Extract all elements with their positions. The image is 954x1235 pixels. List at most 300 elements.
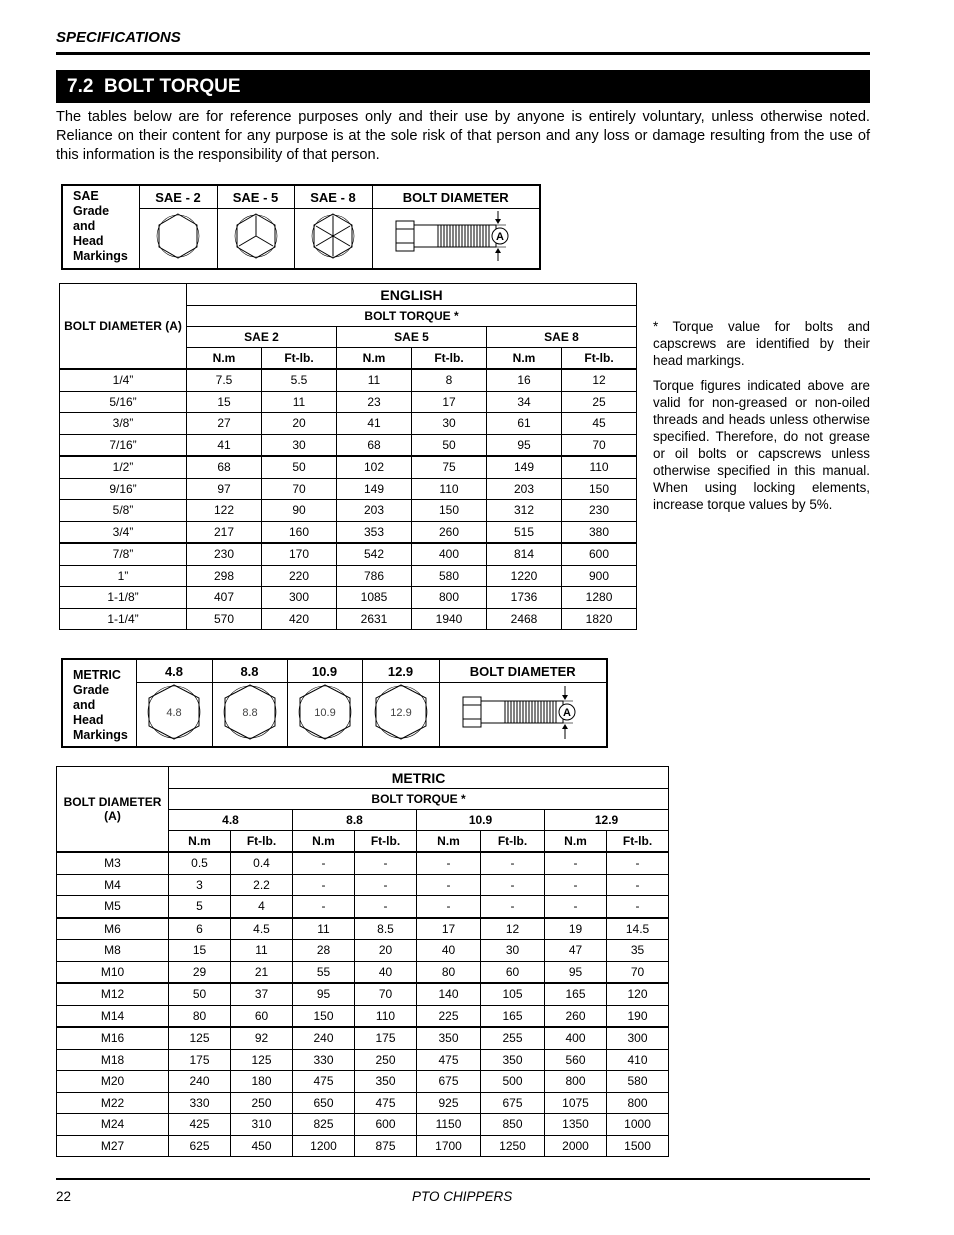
table-row <box>57 940 669 962</box>
torque-value-cell: 19 <box>545 918 607 940</box>
table-row <box>57 1071 669 1093</box>
torque-value-cell: 97 <box>187 478 262 500</box>
torque-value-cell: - <box>417 874 481 896</box>
torque-value-cell: 260 <box>545 1005 607 1027</box>
unit-heading: N.m <box>417 831 481 853</box>
torque-value-cell: 25 <box>562 391 637 413</box>
torque-value-cell: 2468 <box>487 608 562 630</box>
torque-value-cell: 675 <box>481 1092 545 1114</box>
torque-value-cell: 217 <box>187 521 262 543</box>
table-row <box>60 565 637 587</box>
metric-head-cell <box>212 683 287 748</box>
english-grade-heading: SAE 5 <box>337 327 487 348</box>
torque-value-cell: 2000 <box>545 1135 607 1157</box>
torque-value-cell: 425 <box>169 1114 231 1136</box>
unit-heading: N.m <box>187 348 262 370</box>
sae-2-head-cell <box>139 209 217 270</box>
metric-bolt-diameter-heading: BOLT DIAMETER <box>439 659 607 683</box>
bolt-size-cell: 1-1/4” <box>60 608 187 630</box>
torque-value-cell: 350 <box>355 1071 417 1093</box>
torque-value-cell: 50 <box>262 456 337 478</box>
english-grade-heading: SAE 2 <box>187 327 337 348</box>
torque-value-cell: - <box>607 896 669 918</box>
torque-value-cell: 1075 <box>545 1092 607 1114</box>
torque-value-cell: 68 <box>337 434 412 456</box>
english-torque-table <box>59 283 637 630</box>
unit-heading: Ft-lb. <box>412 348 487 370</box>
torque-value-cell: 650 <box>293 1092 355 1114</box>
torque-value-cell: 475 <box>417 1049 481 1071</box>
table-row <box>57 1049 669 1071</box>
torque-value-cell: 30 <box>262 434 337 456</box>
torque-value-cell: - <box>545 874 607 896</box>
section-title: 7.2 BOLT TORQUE <box>67 76 241 97</box>
note-lubrication: Torque figures indicated above are valid for non-greased or non-oiled threads and heads unless otherwise specified. Therefore, do not grease or oil bolts or capscrews unless otherwise specified in this manual. When using locking elements, increase torque values by 5%. <box>653 378 870 512</box>
torque-value-cell: 298 <box>187 565 262 587</box>
torque-value-cell: 4.5 <box>231 918 293 940</box>
torque-value-cell: 1500 <box>607 1135 669 1157</box>
bolt-size-cell: M5 <box>57 896 169 918</box>
metric-4-8-hex-head-icon <box>143 683 205 741</box>
svg-text:12.9: 12.9 <box>389 707 412 719</box>
torque-value-cell: 15 <box>187 391 262 413</box>
bolt-size-cell: 5/8” <box>60 500 187 522</box>
torque-value-cell: 16 <box>487 369 562 391</box>
section-header: SPECIFICATIONS <box>56 29 181 46</box>
torque-value-cell: 40 <box>417 940 481 962</box>
torque-value-cell: 105 <box>481 983 545 1005</box>
sae-8-head-cell <box>294 209 372 270</box>
torque-value-cell: 380 <box>562 521 637 543</box>
table-row <box>57 961 669 983</box>
torque-value-cell: 160 <box>262 521 337 543</box>
torque-value-cell: 312 <box>487 500 562 522</box>
footer-title: PTO CHIPPERS <box>412 1189 513 1204</box>
torque-value-cell: 60 <box>231 1005 293 1027</box>
torque-value-cell: 125 <box>231 1049 293 1071</box>
unit-heading: Ft-lb. <box>481 831 545 853</box>
unit-heading: N.m <box>487 348 562 370</box>
torque-value-cell: 50 <box>169 983 231 1005</box>
torque-value-cell: 110 <box>412 478 487 500</box>
torque-value-cell: 350 <box>481 1049 545 1071</box>
table-row <box>60 543 637 565</box>
torque-value-cell: - <box>481 896 545 918</box>
torque-value-cell: 45 <box>562 413 637 435</box>
metric-grade-label: METRIC Grade and Head Markings <box>62 659 136 747</box>
torque-value-cell: 255 <box>481 1027 545 1049</box>
torque-value-cell: 11 <box>337 369 412 391</box>
sae-5-heading: SAE - 5 <box>217 185 294 209</box>
torque-value-cell: 250 <box>231 1092 293 1114</box>
torque-value-cell: 68 <box>187 456 262 478</box>
torque-value-cell: 8.5 <box>355 918 417 940</box>
metric-grade-heading: 10.9 <box>417 810 545 831</box>
torque-value-cell: 110 <box>355 1005 417 1027</box>
torque-value-cell: 180 <box>231 1071 293 1093</box>
torque-value-cell: 50 <box>412 434 487 456</box>
metric-4-8-heading: 4.8 <box>136 659 212 683</box>
table-row <box>60 521 637 543</box>
bolt-size-cell: M24 <box>57 1114 169 1136</box>
bolt-size-cell: 1/4” <box>60 369 187 391</box>
torque-value-cell: 60 <box>481 961 545 983</box>
torque-value-cell: 175 <box>169 1049 231 1071</box>
metric-8-8-heading: 8.8 <box>212 659 287 683</box>
unit-heading: Ft-lb. <box>562 348 637 370</box>
table-row <box>57 1135 669 1157</box>
sae-8-hex-head-icon <box>308 211 358 261</box>
torque-value-cell: 37 <box>231 983 293 1005</box>
metric-markings-table <box>61 658 608 748</box>
table-row <box>60 456 637 478</box>
torque-value-cell: 542 <box>337 543 412 565</box>
metric-torque-table <box>56 766 669 1157</box>
table-row <box>57 896 669 918</box>
torque-value-cell: 80 <box>417 961 481 983</box>
torque-value-cell: 149 <box>487 456 562 478</box>
torque-value-cell: 240 <box>169 1071 231 1093</box>
torque-value-cell: 410 <box>607 1049 669 1071</box>
torque-value-cell: 4 <box>231 896 293 918</box>
torque-value-cell: 475 <box>293 1071 355 1093</box>
torque-value-cell: 75 <box>412 456 487 478</box>
bolt-size-cell: M22 <box>57 1092 169 1114</box>
torque-value-cell: 11 <box>293 918 355 940</box>
metric-bolt-side-view-icon <box>453 683 593 741</box>
torque-value-cell: 23 <box>337 391 412 413</box>
torque-value-cell: 450 <box>231 1135 293 1157</box>
torque-value-cell: 5 <box>169 896 231 918</box>
torque-value-cell: 407 <box>187 587 262 609</box>
torque-value-cell: 30 <box>481 940 545 962</box>
bolt-size-cell: 5/16” <box>60 391 187 413</box>
bolt-size-cell: M18 <box>57 1049 169 1071</box>
torque-value-cell: 122 <box>187 500 262 522</box>
bolt-callout-a: A <box>495 231 504 243</box>
torque-value-cell: 0.5 <box>169 852 231 874</box>
bolt-size-cell: M20 <box>57 1071 169 1093</box>
metric-subtitle: BOLT TORQUE * <box>169 789 669 810</box>
torque-value-cell: 125 <box>169 1027 231 1049</box>
torque-value-cell: 2.2 <box>231 874 293 896</box>
metric-grade-heading: 8.8 <box>293 810 417 831</box>
torque-value-cell: 61 <box>487 413 562 435</box>
torque-value-cell: 310 <box>231 1114 293 1136</box>
torque-value-cell: 35 <box>607 940 669 962</box>
torque-value-cell: 40 <box>355 961 417 983</box>
bolt-size-cell: 1” <box>60 565 187 587</box>
torque-value-cell: 250 <box>355 1049 417 1071</box>
torque-value-cell: - <box>293 896 355 918</box>
metric-bolt-diagram-cell <box>439 683 607 748</box>
torque-value-cell: 90 <box>262 500 337 522</box>
torque-value-cell: 1350 <box>545 1114 607 1136</box>
torque-value-cell: 6 <box>169 918 231 940</box>
torque-value-cell: 41 <box>187 434 262 456</box>
torque-value-cell: - <box>545 852 607 874</box>
torque-value-cell: 400 <box>545 1027 607 1049</box>
torque-value-cell: 20 <box>262 413 337 435</box>
page-number: 22 <box>56 1189 72 1204</box>
torque-value-cell: 12 <box>481 918 545 940</box>
torque-value-cell: - <box>417 896 481 918</box>
torque-value-cell: 120 <box>607 983 669 1005</box>
bolt-diameter-heading: BOLT DIAMETER <box>372 185 540 209</box>
english-grade-heading: SAE 8 <box>487 327 637 348</box>
torque-value-cell: 580 <box>412 565 487 587</box>
metric-12-9-hex-head-icon <box>370 683 432 741</box>
torque-value-cell: 20 <box>355 940 417 962</box>
table-row <box>60 478 637 500</box>
bolt-size-cell: M12 <box>57 983 169 1005</box>
metric-grade-heading: 12.9 <box>545 810 669 831</box>
torque-value-cell: - <box>607 852 669 874</box>
torque-value-cell: 11 <box>231 940 293 962</box>
torque-value-cell: 353 <box>337 521 412 543</box>
sae-5-head-cell <box>217 209 294 270</box>
torque-value-cell: 17 <box>412 391 487 413</box>
bolt-size-cell: M14 <box>57 1005 169 1027</box>
bolt-size-cell: M3 <box>57 852 169 874</box>
torque-value-cell: 1280 <box>562 587 637 609</box>
torque-value-cell: 15 <box>169 940 231 962</box>
torque-value-cell: 95 <box>293 983 355 1005</box>
table-row <box>60 500 637 522</box>
torque-value-cell: 330 <box>293 1049 355 1071</box>
table-row <box>57 1005 669 1027</box>
torque-value-cell: 875 <box>355 1135 417 1157</box>
torque-value-cell: 11 <box>262 391 337 413</box>
torque-value-cell: 240 <box>293 1027 355 1049</box>
torque-value-cell: 34 <box>487 391 562 413</box>
torque-value-cell: 47 <box>545 940 607 962</box>
torque-value-cell: 27 <box>187 413 262 435</box>
bolt-size-cell: M27 <box>57 1135 169 1157</box>
torque-value-cell: 28 <box>293 940 355 962</box>
metric-8-8-hex-head-icon <box>219 683 281 741</box>
unit-heading: Ft-lb. <box>355 831 417 853</box>
torque-value-cell: 0.4 <box>231 852 293 874</box>
sae-2-hex-head-icon <box>153 211 203 261</box>
torque-value-cell: - <box>607 874 669 896</box>
torque-value-cell: 800 <box>412 587 487 609</box>
sae-markings-table <box>61 184 541 270</box>
torque-value-cell: 560 <box>545 1049 607 1071</box>
metric-title: METRIC <box>169 767 669 789</box>
torque-value-cell: 400 <box>412 543 487 565</box>
bolt-size-cell: 3/8” <box>60 413 187 435</box>
torque-value-cell: 55 <box>293 961 355 983</box>
bolt-side-view-icon <box>386 209 526 263</box>
unit-heading: N.m <box>545 831 607 853</box>
note-asterisk: * Torque value for bolts and capscrews are identified by their head markings. <box>653 319 870 368</box>
torque-value-cell: 70 <box>262 478 337 500</box>
torque-value-cell: 850 <box>481 1114 545 1136</box>
torque-value-cell: 475 <box>355 1092 417 1114</box>
torque-value-cell: 1150 <box>417 1114 481 1136</box>
torque-value-cell: 515 <box>487 521 562 543</box>
torque-value-cell: 1200 <box>293 1135 355 1157</box>
table-row <box>57 918 669 940</box>
header-rule <box>56 52 870 55</box>
torque-value-cell: 300 <box>607 1027 669 1049</box>
bolt-size-cell: M10 <box>57 961 169 983</box>
torque-value-cell: - <box>355 896 417 918</box>
unit-heading: Ft-lb. <box>607 831 669 853</box>
torque-value-cell: 95 <box>545 961 607 983</box>
torque-value-cell: 925 <box>417 1092 481 1114</box>
metric-10-9-heading: 10.9 <box>287 659 362 683</box>
torque-value-cell: 300 <box>262 587 337 609</box>
section-title-bar <box>56 70 870 103</box>
table-row <box>60 434 637 456</box>
torque-value-cell: - <box>545 896 607 918</box>
torque-value-cell: 1940 <box>412 608 487 630</box>
footer-rule <box>56 1178 870 1180</box>
torque-value-cell: 825 <box>293 1114 355 1136</box>
torque-value-cell: 29 <box>169 961 231 983</box>
metric-head-cell <box>136 683 212 748</box>
sae-grade-label: SAE Grade and Head Markings <box>62 185 139 269</box>
sae-2-heading: SAE - 2 <box>139 185 217 209</box>
torque-value-cell: 1700 <box>417 1135 481 1157</box>
torque-value-cell: 140 <box>417 983 481 1005</box>
torque-value-cell: 580 <box>607 1071 669 1093</box>
torque-value-cell: 350 <box>417 1027 481 1049</box>
torque-value-cell: 1085 <box>337 587 412 609</box>
table-row <box>60 413 637 435</box>
torque-value-cell: 230 <box>562 500 637 522</box>
bolt-size-cell: 1/2” <box>60 456 187 478</box>
bolt-size-cell: M6 <box>57 918 169 940</box>
metric-10-9-hex-head-icon <box>294 683 356 741</box>
english-title: ENGLISH <box>187 284 637 306</box>
torque-value-cell: 92 <box>231 1027 293 1049</box>
torque-value-cell: 1220 <box>487 565 562 587</box>
torque-value-cell: - <box>355 852 417 874</box>
torque-value-cell: 165 <box>481 1005 545 1027</box>
torque-value-cell: 1736 <box>487 587 562 609</box>
torque-value-cell: 1250 <box>481 1135 545 1157</box>
table-row <box>60 369 637 391</box>
torque-value-cell: 17 <box>417 918 481 940</box>
torque-value-cell: 102 <box>337 456 412 478</box>
torque-value-cell: - <box>293 852 355 874</box>
torque-value-cell: 150 <box>412 500 487 522</box>
table-row <box>57 983 669 1005</box>
torque-notes <box>653 318 870 521</box>
table-row <box>57 1092 669 1114</box>
metric-12-9-heading: 12.9 <box>362 659 439 683</box>
bolt-size-cell: 9/16” <box>60 478 187 500</box>
torque-value-cell: 1000 <box>607 1114 669 1136</box>
torque-value-cell: 500 <box>481 1071 545 1093</box>
torque-value-cell: 5.5 <box>262 369 337 391</box>
torque-value-cell: 570 <box>187 608 262 630</box>
torque-value-cell: 675 <box>417 1071 481 1093</box>
torque-value-cell: 21 <box>231 961 293 983</box>
torque-value-cell: 230 <box>187 543 262 565</box>
torque-value-cell: 800 <box>607 1092 669 1114</box>
torque-value-cell: 7.5 <box>187 369 262 391</box>
english-subtitle: BOLT TORQUE * <box>187 306 637 327</box>
sae-8-heading: SAE - 8 <box>294 185 372 209</box>
torque-value-cell: 170 <box>262 543 337 565</box>
torque-value-cell: 95 <box>487 434 562 456</box>
bolt-size-cell: M4 <box>57 874 169 896</box>
metric-head-cell <box>362 683 439 748</box>
torque-value-cell: 260 <box>412 521 487 543</box>
torque-value-cell: - <box>293 874 355 896</box>
torque-value-cell: 814 <box>487 543 562 565</box>
torque-value-cell: 149 <box>337 478 412 500</box>
torque-value-cell: 150 <box>562 478 637 500</box>
table-row <box>57 852 669 874</box>
torque-value-cell: 900 <box>562 565 637 587</box>
metric-head-cell <box>287 683 362 748</box>
svg-text:10.9: 10.9 <box>313 707 336 719</box>
metric-row-header: BOLT DIAMETER (A) <box>57 767 169 853</box>
torque-value-cell: 14.5 <box>607 918 669 940</box>
sae-5-hex-head-icon <box>231 211 281 261</box>
table-row <box>57 1114 669 1136</box>
torque-value-cell: 203 <box>487 478 562 500</box>
bolt-size-cell: 7/16” <box>60 434 187 456</box>
unit-heading: N.m <box>337 348 412 370</box>
torque-value-cell: 110 <box>562 456 637 478</box>
torque-value-cell: 165 <box>545 983 607 1005</box>
torque-value-cell: 225 <box>417 1005 481 1027</box>
bolt-size-cell: M16 <box>57 1027 169 1049</box>
bolt-size-cell: 3/4” <box>60 521 187 543</box>
svg-text:4.8: 4.8 <box>166 707 182 719</box>
torque-value-cell: 70 <box>607 961 669 983</box>
bolt-diameter-diagram-cell <box>372 209 540 270</box>
torque-value-cell: 786 <box>337 565 412 587</box>
torque-value-cell: 30 <box>412 413 487 435</box>
torque-value-cell: - <box>481 874 545 896</box>
torque-value-cell: - <box>481 852 545 874</box>
english-row-header: BOLT DIAMETER (A) <box>60 284 187 370</box>
torque-value-cell: 12 <box>562 369 637 391</box>
table-row <box>60 608 637 630</box>
torque-value-cell: 3 <box>169 874 231 896</box>
torque-value-cell: 420 <box>262 608 337 630</box>
intro-paragraph: The tables below are for reference purposes only and their use by anyone is entirely voluntary, unless otherwise noted. Reliance on their content for any purpose is at the sole risk of that person and any loss or damage resulting from the use of this information is the responsibility of that person. <box>56 109 870 163</box>
table-row <box>60 391 637 413</box>
table-row <box>57 1027 669 1049</box>
unit-heading: Ft-lb. <box>262 348 337 370</box>
torque-value-cell: 175 <box>355 1027 417 1049</box>
metric-grade-heading: 4.8 <box>169 810 293 831</box>
table-row <box>57 874 669 896</box>
torque-value-cell: 220 <box>262 565 337 587</box>
torque-value-cell: 150 <box>293 1005 355 1027</box>
unit-heading: N.m <box>293 831 355 853</box>
torque-value-cell: - <box>417 852 481 874</box>
torque-value-cell: 203 <box>337 500 412 522</box>
torque-value-cell: 600 <box>355 1114 417 1136</box>
bolt-size-cell: 1-1/8” <box>60 587 187 609</box>
svg-text:8.8: 8.8 <box>241 707 258 719</box>
bolt-size-cell: M8 <box>57 940 169 962</box>
torque-value-cell: 2631 <box>337 608 412 630</box>
torque-value-cell: 330 <box>169 1092 231 1114</box>
torque-value-cell: 8 <box>412 369 487 391</box>
torque-value-cell: 800 <box>545 1071 607 1093</box>
table-row <box>60 587 637 609</box>
